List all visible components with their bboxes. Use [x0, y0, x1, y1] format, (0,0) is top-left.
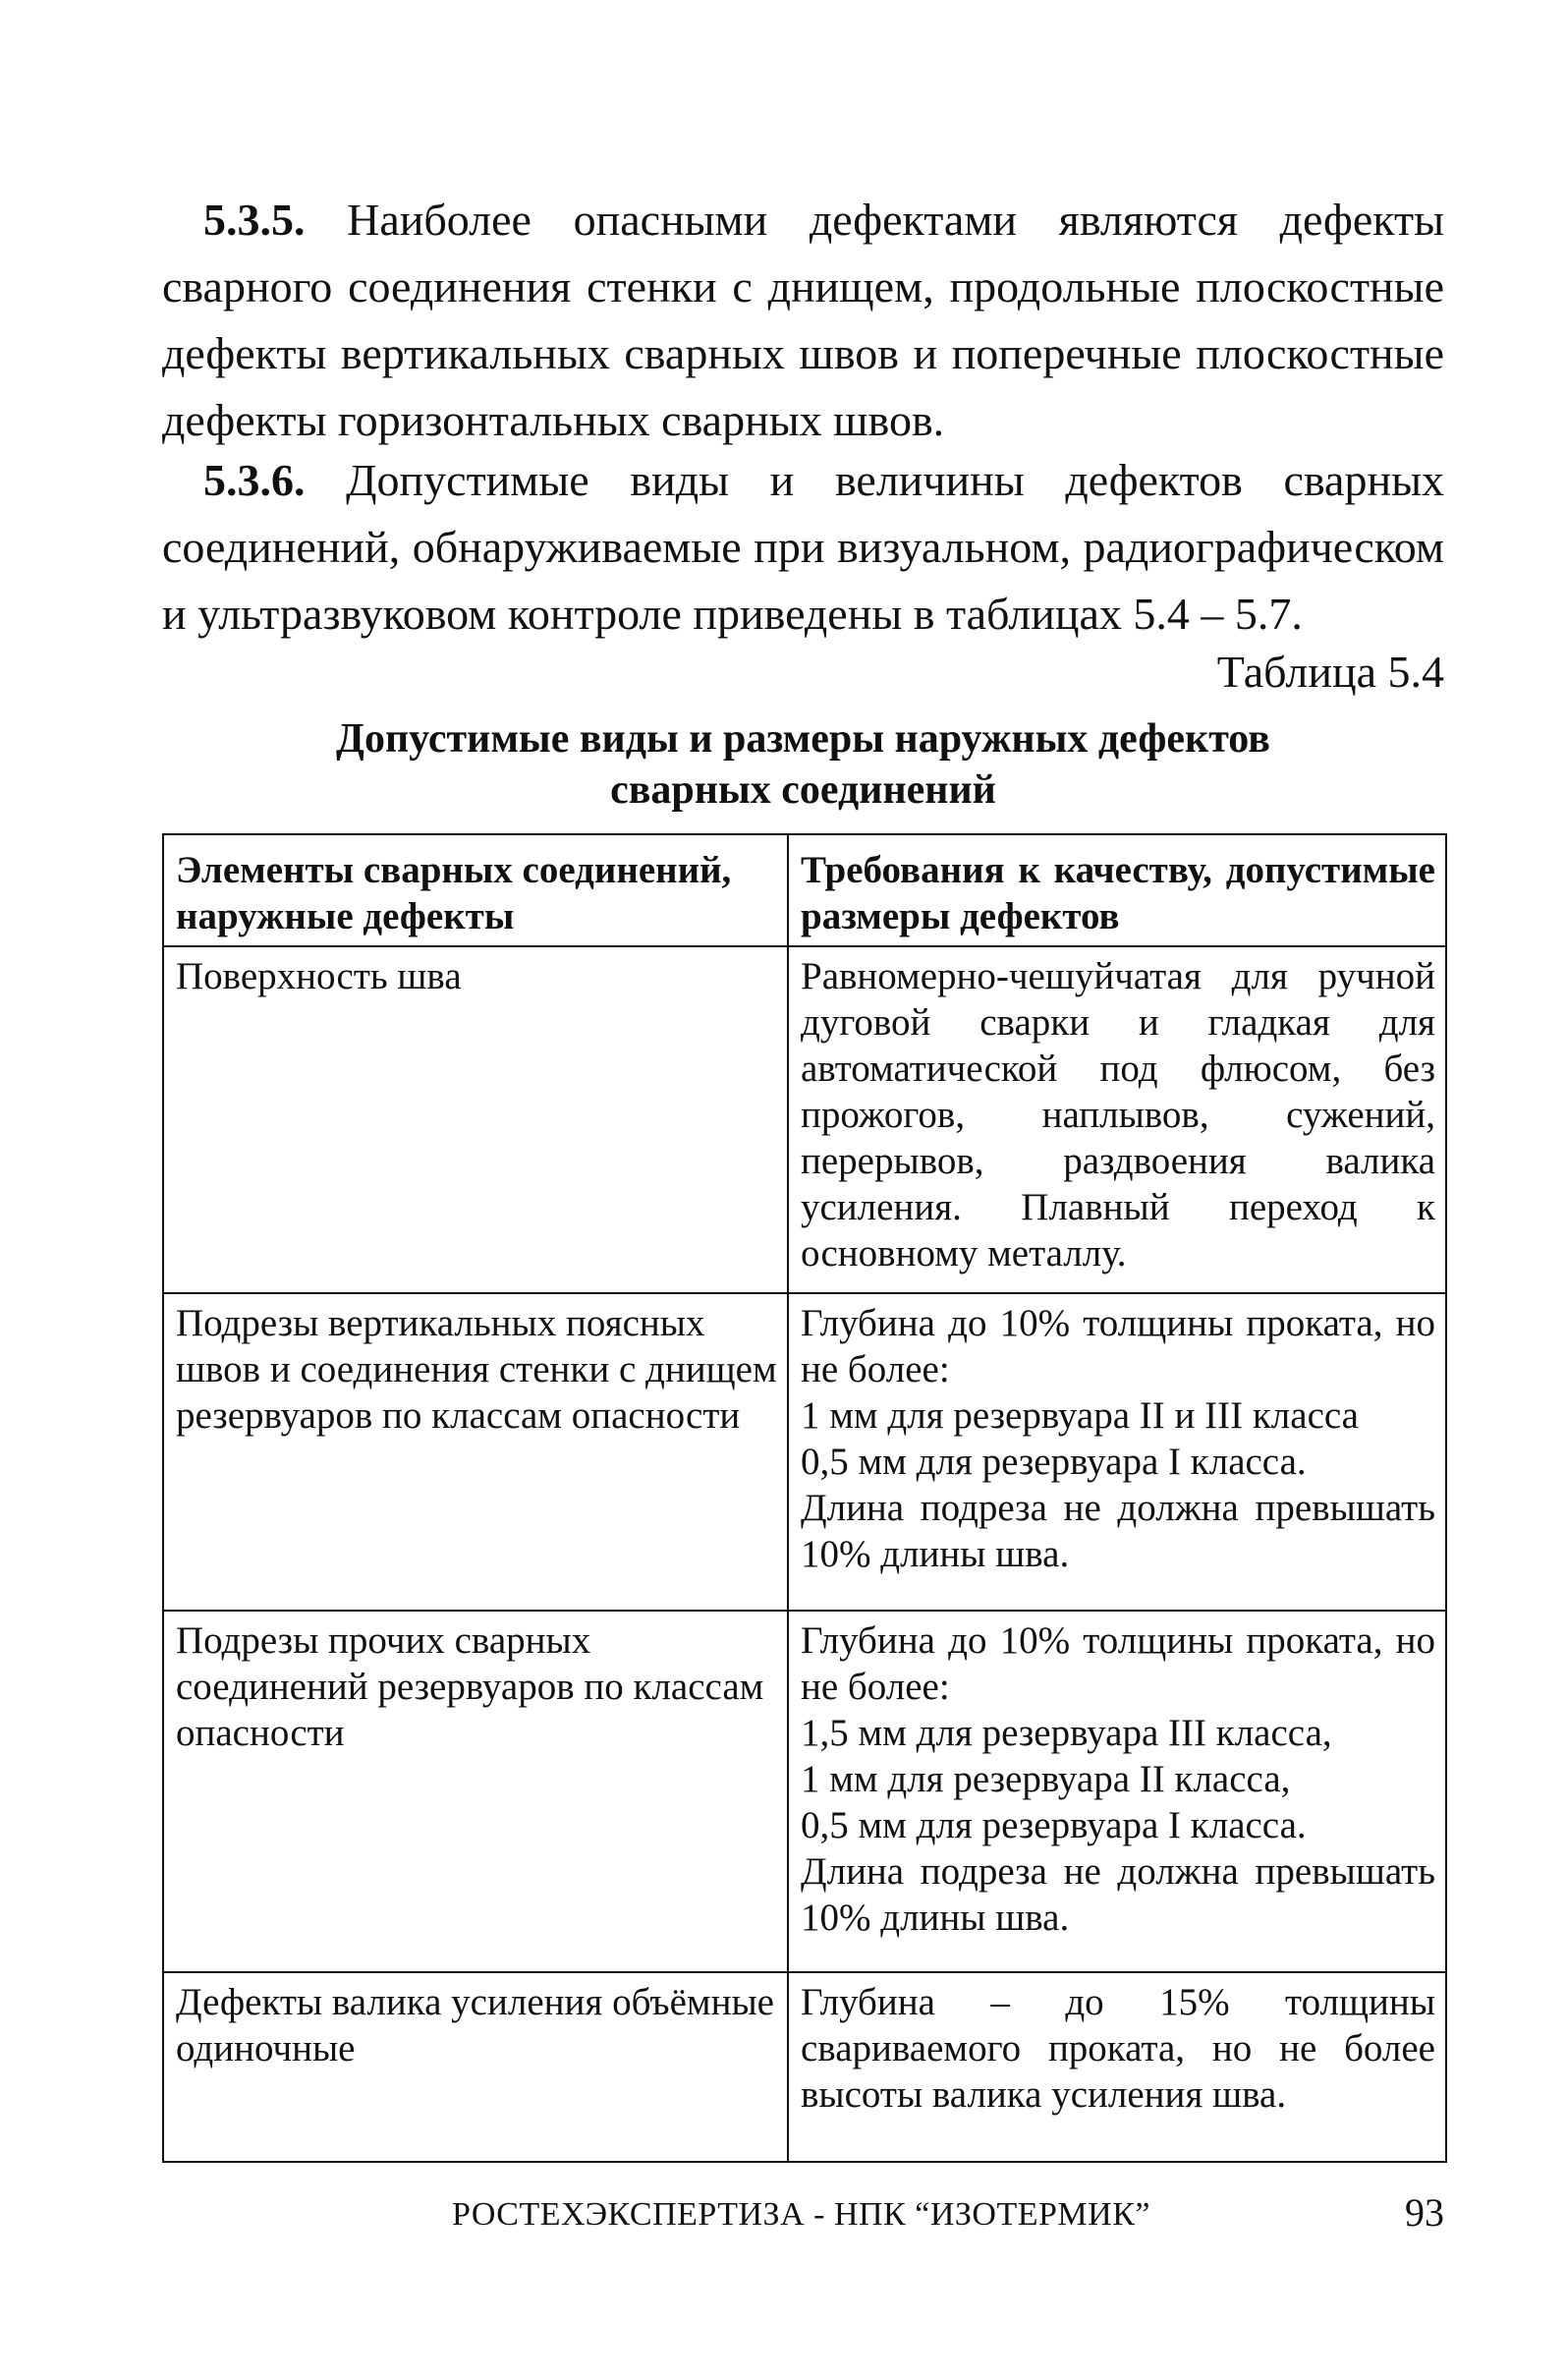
table-header-row [163, 834, 1446, 946]
paragraph-5-3-5 [162, 187, 1444, 454]
table-title [162, 713, 1444, 816]
element-cell: Дефекты валика усиления объёмные одиночные [163, 1972, 788, 2162]
requirement-line: 1,5 мм для резервуара III класса, [801, 1712, 1332, 1754]
defects-table [162, 833, 1447, 2163]
paragraph-text: Допустимые виды и величины дефектов сварных соединений, обнаруживаемые при визуальном, радиографическом и ультразвуковом контроле приведены в таблицах 5.4 – 5.7. [162, 455, 1445, 639]
requirement-cell [788, 1293, 1446, 1611]
requirement-line: Глубина – до 15% толщины свариваемого проката, но не более высоты валика усиления шва. [801, 1981, 1435, 2116]
requirement-line: Длина подреза не должна превышать 10% длины шва. [801, 1487, 1435, 1575]
page-number: 93 [1405, 2190, 1444, 2235]
element-cell: Подрезы вертикальных поясных швов и соединения стенки с днищем резервуаров по классам опасности [163, 1293, 788, 1611]
table-row [163, 1293, 1446, 1611]
element-cell: Подрезы прочих сварных соединений резервуаров по классам опасности [163, 1611, 788, 1972]
column-header-requirements: Требования к качеству, допустимые размеры дефектов [788, 834, 1446, 946]
paragraph-number: 5.3.5. [203, 195, 306, 245]
requirement-line: 1 мм для резервуара II класса, [801, 1758, 1291, 1800]
paragraph-number: 5.3.6. [203, 455, 306, 505]
requirement-line: 1 мм для резервуара II и III класса [801, 1394, 1359, 1437]
table-title-line-1: Допустимые виды и размеры наружных дефектов [336, 716, 1270, 762]
requirement-line: Глубина до 10% толщины проката, но не более: [801, 1302, 1435, 1390]
requirement-cell [788, 1611, 1446, 1972]
table-label: Таблица 5.4 [1216, 647, 1444, 697]
requirement-line: 0,5 мм для резервуара I класса. [801, 1441, 1307, 1483]
requirement-cell [788, 946, 1446, 1293]
element-cell: Поверхность шва [163, 946, 788, 1293]
requirement-cell [788, 1972, 1446, 2162]
column-header-elements: Элементы сварных соединений, наружные дефекты [163, 834, 788, 946]
requirement-line: Длина подреза не должна превышать 10% длины шва. [801, 1850, 1435, 1939]
table-title-line-2: сварных соединений [610, 767, 996, 813]
paragraph-text: Наиболее опасными дефектами являются дефекты сварного соединения стенки с днищем, продольные плоскостные дефекты вертикальных сварных швов и поперечные плоскостные дефекты горизонтальных сварных швов. [162, 195, 1445, 445]
requirement-line: Равномерно-чешуйчатая для ручной дуговой сварки и гладкая для автоматической под флюсом, без прожогов, наплывов, сужений, перерывов, раздвоения валика усиления. Плавный переход к основному металлу. [801, 955, 1435, 1275]
table-row [163, 1972, 1446, 2162]
footer-publisher: РОСТЕХЭКСПЕРТИЗА - НПК “ИЗОТЕРМИК” [452, 2196, 1150, 2233]
table-row [163, 946, 1446, 1293]
requirement-line: 0,5 мм для резервуара I класса. [801, 1804, 1307, 1846]
requirement-line: Глубина до 10% толщины проката, но не более: [801, 1619, 1435, 1708]
paragraph-5-3-6 [162, 447, 1444, 648]
table-row [163, 1611, 1446, 1972]
